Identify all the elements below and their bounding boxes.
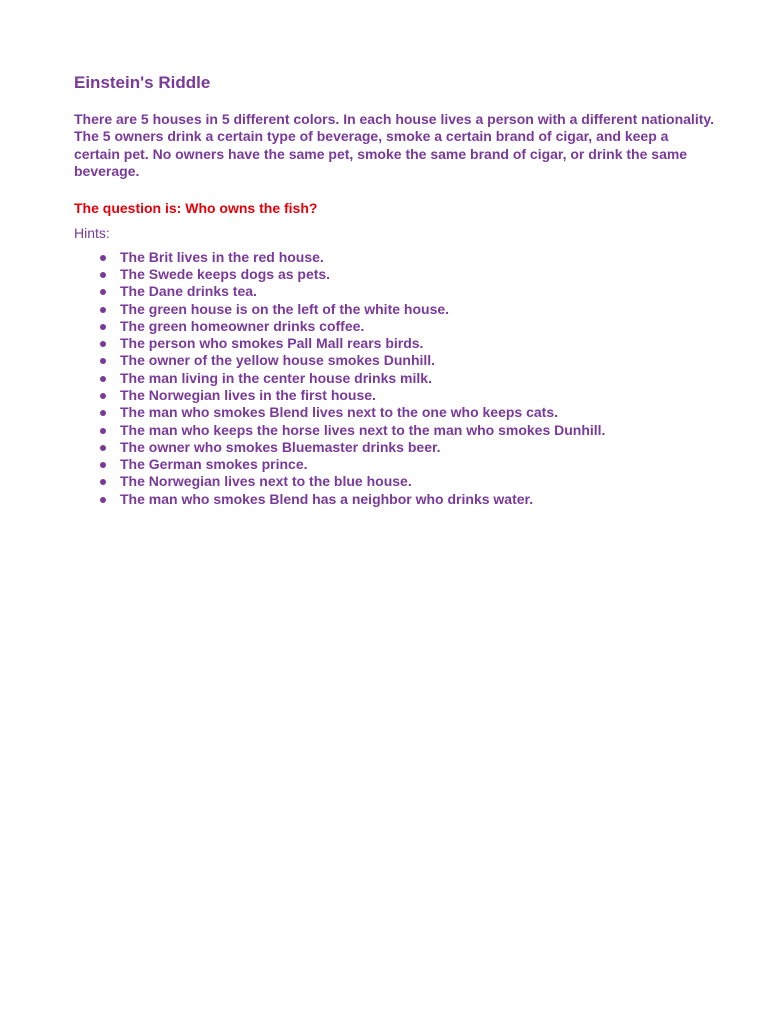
hint-text: The Brit lives in the red house. [120,248,324,265]
hint-item [74,387,714,404]
hint-item [74,249,714,266]
hint-text: The man who smokes Blend has a neighbor who drinks water. [120,490,534,507]
question-line: The question is: Who owns the fish? [74,199,318,216]
hint-text: The man who smokes Blend lives next to the one who keeps cats. [120,404,559,421]
bullet-icon [100,462,106,468]
hint-item [74,283,714,300]
bullet-icon [100,324,106,330]
hint-text: The owner of the yellow house smokes Dunhill. [120,352,436,369]
hint-item [74,439,714,456]
hint-item [74,335,714,352]
hint-text: The German smokes prince. [120,456,308,473]
bullet-icon [100,497,106,503]
bullet-icon [100,255,106,261]
bullet-icon [100,289,106,295]
bullet-icon [100,307,106,313]
hint-list [74,249,714,508]
hint-text: The green house is on the left of the white house. [120,300,450,317]
document-title: Einstein's Riddle [74,73,211,92]
bullet-icon [100,410,106,416]
bullet-icon [100,341,106,347]
intro-paragraph: There are 5 houses in 5 different colors. In each house lives a person with a different nationality. The 5 owners drink a certain type of beverage, smoke a certain brand of cigar, and keep a certain pet. No owners have the same pet, smoke the same brand of cigar, or drink the same beverage. [74,111,715,180]
hint-text: The green homeowner drinks coffee. [120,317,365,334]
hint-item [74,301,714,318]
bullet-icon [100,479,106,485]
hint-item [74,266,714,283]
hint-text: The person who smokes Pall Mall rears birds. [120,335,424,352]
hint-text: The owner who smokes Bluemaster drinks beer. [120,438,441,455]
hint-item [74,370,714,387]
bullet-icon [100,393,106,399]
hint-item [74,456,714,473]
hint-text: The Norwegian lives next to the blue house. [120,473,412,490]
hint-item [74,404,714,421]
bullet-icon [100,445,106,451]
hint-text: The Dane drinks tea. [120,283,257,300]
hint-item [74,352,714,369]
hint-text: The Norwegian lives in the first house. [120,387,376,403]
hint-item [74,491,714,508]
bullet-icon [100,358,106,364]
document-page [74,72,714,508]
bullet-icon [100,428,106,434]
hint-text: The man who keeps the horse lives next to the man who smokes Dunhill. [120,421,606,438]
hints-label: Hints: [74,224,110,241]
hint-item [74,318,714,335]
bullet-icon [100,272,106,278]
hint-item [74,422,714,439]
bullet-icon [100,376,106,382]
hint-text: The Swede keeps dogs as pets. [120,265,331,282]
hint-item [74,473,714,490]
hint-text: The man living in the center house drinks milk. [120,369,432,386]
